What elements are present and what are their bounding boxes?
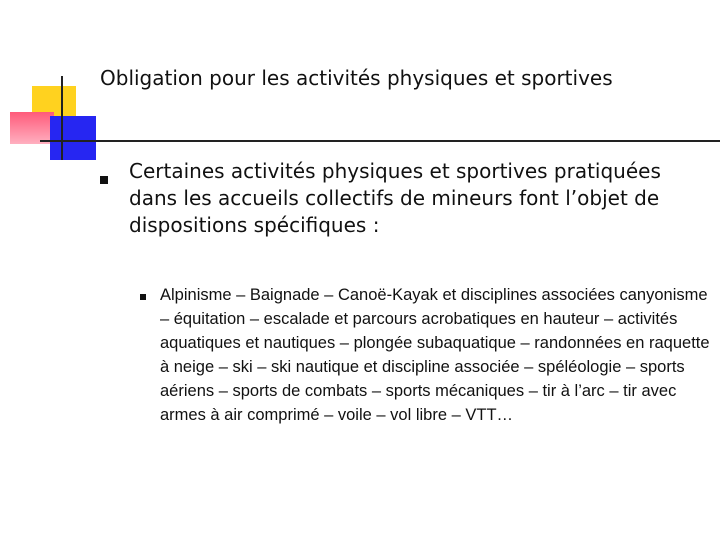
decor-vertical-rule	[61, 76, 63, 160]
title-underline-rule	[40, 140, 720, 142]
slide-title: Obligation pour les activités physiques et sportives	[100, 66, 613, 90]
bullet-text: Certaines activités physiques et sportives pratiquées dans les accueils collectifs de mineurs font l’objet de dispositions spécifiques :	[129, 159, 661, 237]
decor-blue-square	[50, 116, 96, 160]
sub-bullet-text: Alpinisme – Baignade – Canoë-Kayak et disciplines associées canyonisme – équitation – escalade et parcours acrobatiques en hauteur – activités aquatiques et nautiques – plongée subaquatique – randonnées en raquette à neige – ski – ski nautique et discipline associée – spéléologie – sports aériens – sports de combats – sports mécaniques – tir à l’arc – tir avec armes à air comprimé – voile – vol libre – VTT…	[160, 286, 710, 424]
bullet-square-icon	[100, 176, 108, 184]
sub-bullet-square-icon	[140, 294, 146, 300]
